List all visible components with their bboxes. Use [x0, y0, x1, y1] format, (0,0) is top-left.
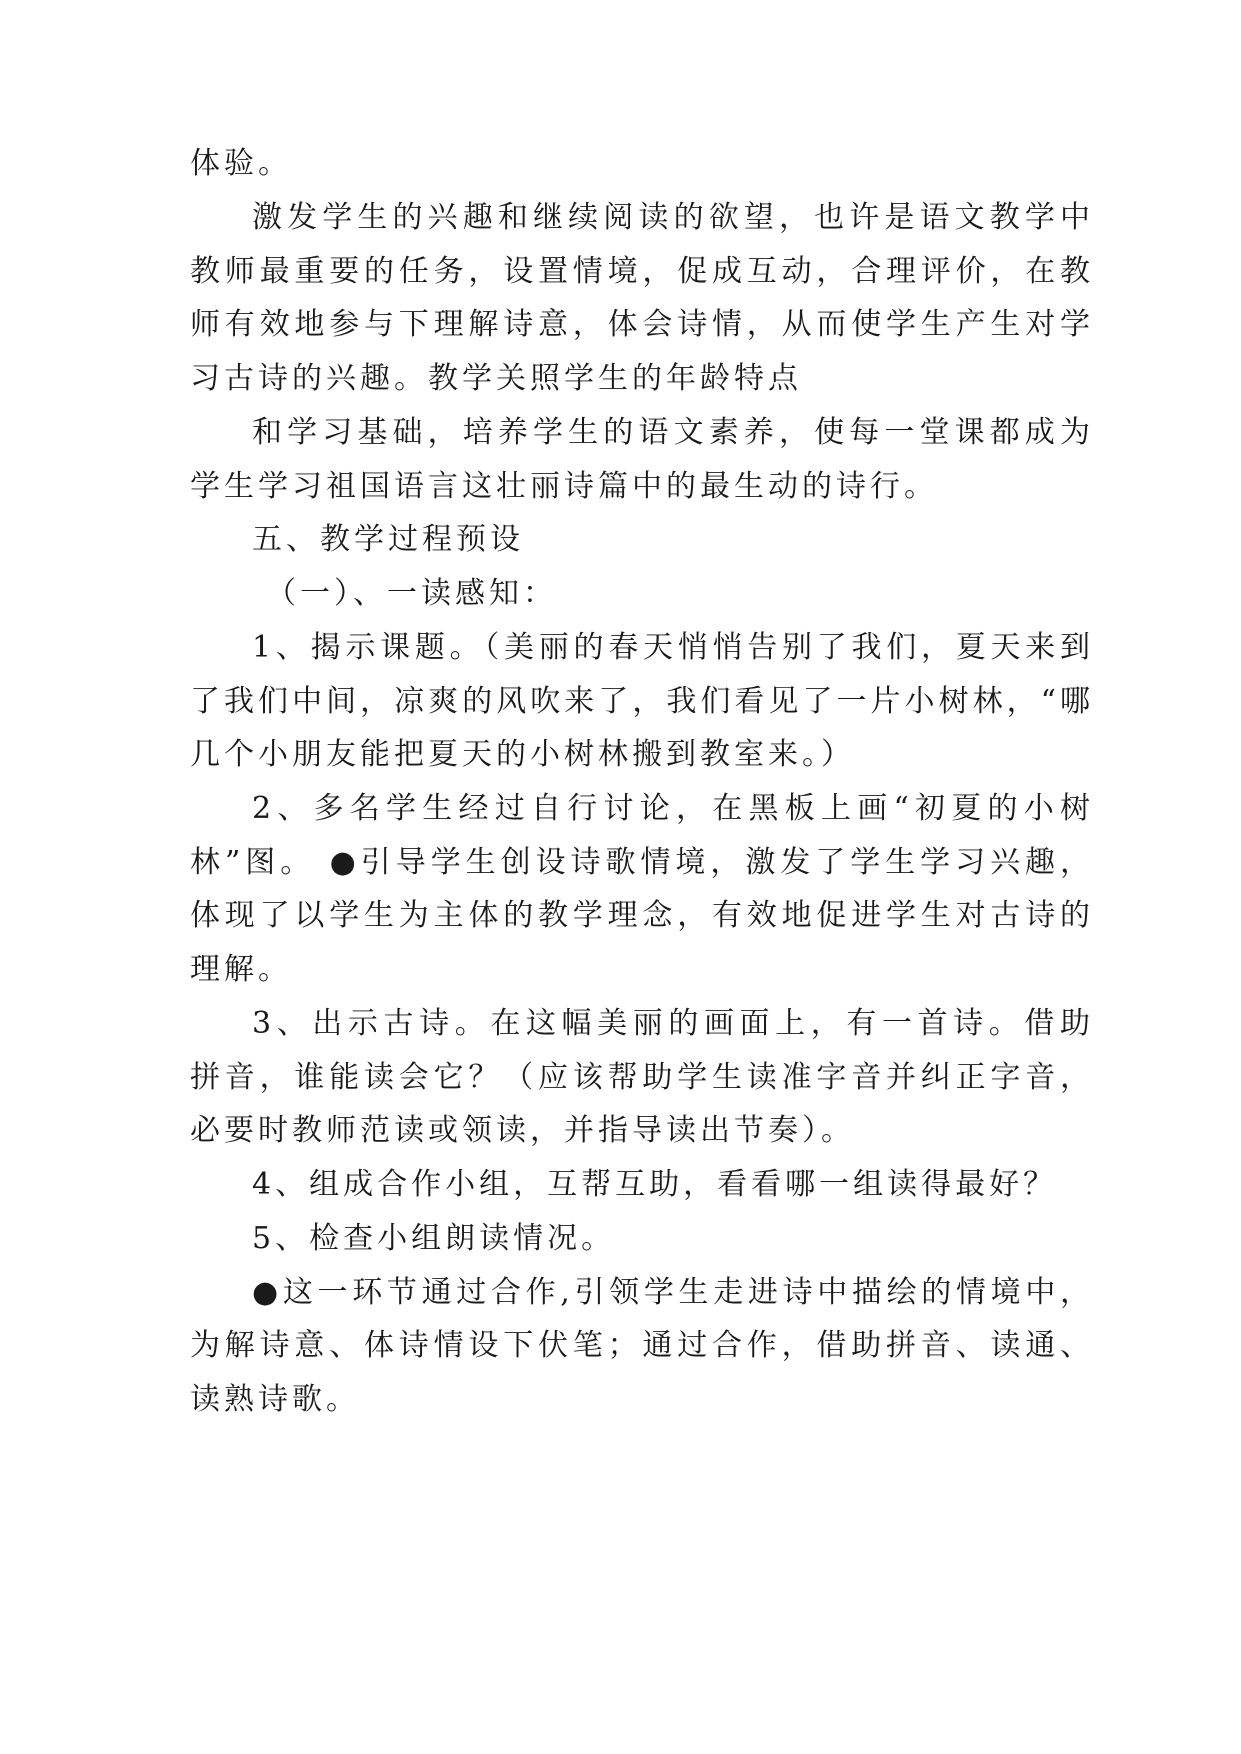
paragraph-line: 4、组成合作小组，互帮互助，看看哪一组读得最好？: [252, 1167, 1058, 1202]
paragraph-line: 拼音，谁能读会它？（应该帮助学生读准字音并纠正字音，: [190, 1060, 1090, 1095]
paragraph-line: 几个小朋友能把夏天的小树林搬到教室来。）: [190, 737, 855, 772]
paragraph-line: 体现了以学生为主体的教学理念，有效地促进学生对古诗的: [190, 898, 1090, 933]
subsection-heading: （一）、一读感知：: [266, 576, 557, 611]
section-heading: 五、教学过程预设: [252, 522, 524, 557]
paragraph-line: 理解。: [190, 952, 292, 987]
paragraph-line: 林”图。 ●引导学生创设诗歌情境，激发了学生学习兴趣，: [190, 845, 1090, 880]
paragraph-line: 学生学习祖国语言这壮丽诗篇中的最生动的诗行。: [190, 469, 938, 504]
paragraph-line: ●这一环节通过合作,引领学生走进诗中描绘的情境中，: [252, 1275, 1090, 1310]
paragraph-line: 体验。: [190, 146, 292, 181]
paragraph-line: 师有效地参与下理解诗意，体会诗情，从而使学生产生对学: [190, 307, 1090, 342]
paragraph-line: 激发学生的兴趣和继续阅读的欲望，也许是语文教学中: [252, 200, 1090, 235]
paragraph-line: 1、揭示课题。（美丽的春天悄悄告别了我们，夏天来到: [252, 630, 1090, 665]
paragraph-line: 5、检查小组朗读情况。: [252, 1221, 616, 1256]
paragraph-line: 习古诗的兴趣。教学关照学生的年龄特点: [190, 361, 802, 396]
paragraph-line: 2、多名学生经过自行讨论，在黑板上画“初夏的小树: [252, 791, 1090, 826]
paragraph-line: 3、出示古诗。在这幅美丽的画面上，有一首诗。借助: [252, 1006, 1090, 1041]
paragraph-line: 和学习基础，培养学生的语文素养，使每一堂课都成为: [252, 415, 1090, 450]
paragraph-line: 教师最重要的任务，设置情境，促成互动，合理评价，在教: [190, 254, 1090, 289]
paragraph-line: 必要时教师范读或领读，并指导读出节奏）。: [190, 1113, 855, 1148]
paragraph-line: 读熟诗歌。: [190, 1382, 360, 1417]
paragraph-line: 了我们中间，凉爽的风吹来了，我们看见了一片小树林，“哪: [190, 684, 1090, 719]
paragraph-line: 为解诗意、体诗情设下伏笔；通过合作，借助拼音、读通、: [190, 1328, 1090, 1363]
